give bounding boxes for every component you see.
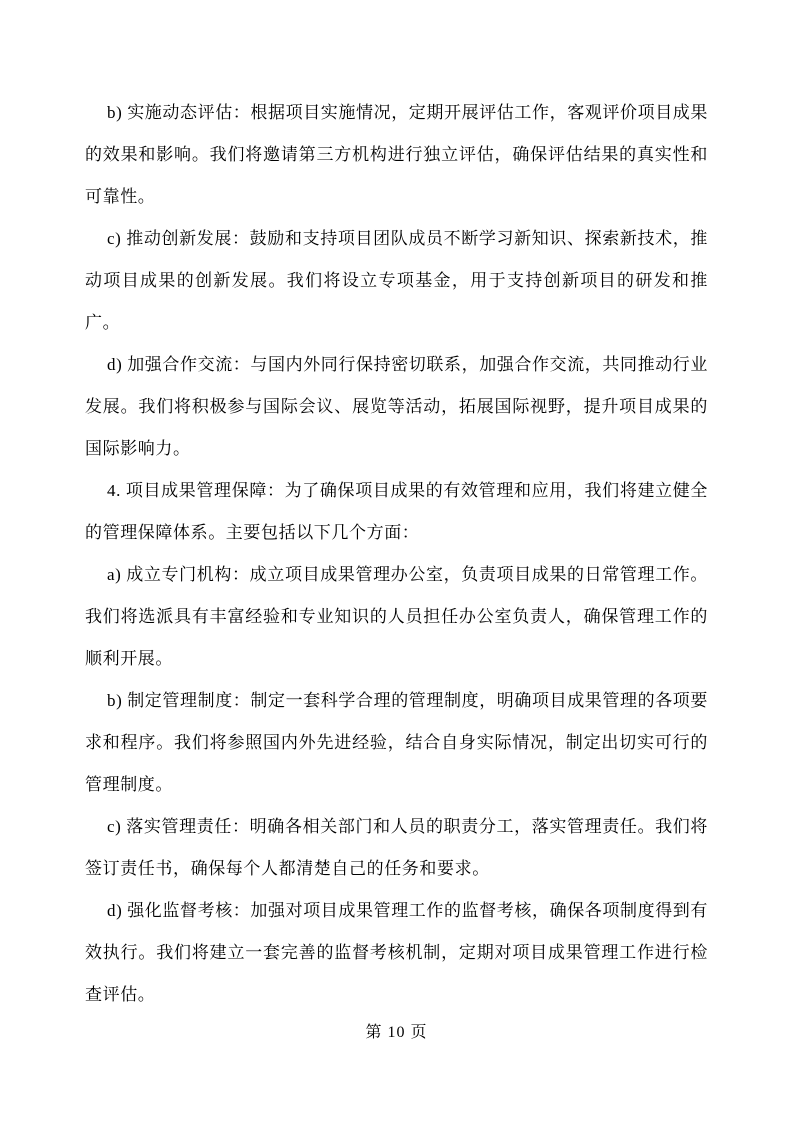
- document-content: [85, 92, 708, 1016]
- paragraph-section-4-heading: 4. 项目成果管理保障：为了确保项目成果的有效管理和应用，我们将建立健全的管理保障体系。主要包括以下几个方面：: [85, 481, 708, 542]
- paragraph-innovation: c) 推动创新发展：鼓励和支持项目团队成员不断学习新知识、探索新技术，推动项目成果的创新发展。我们将设立专项基金，用于支持创新项目的研发和推广。: [85, 229, 708, 332]
- paragraph-responsibility: c) 落实管理责任：明确各相关部门和人员的职责分工，落实管理责任。我们将签订责任书，确保每个人都清楚自己的任务和要求。: [85, 817, 708, 878]
- paragraph-evaluation: b) 实施动态评估：根据项目实施情况，定期开展评估工作，客观评价项目成果的效果和影响。我们将邀请第三方机构进行独立评估，确保评估结果的真实性和可靠性。: [85, 103, 709, 206]
- paragraph-supervision: d) 强化监督考核：加强对项目成果管理工作的监督考核，确保各项制度得到有效执行。我们将建立一套完善的监督考核机制，定期对项目成果管理工作进行检查评估。: [85, 901, 709, 1004]
- page-number: 第 10 页: [365, 1024, 428, 1041]
- page-footer: [85, 1018, 708, 1048]
- paragraph-organization: a) 成立专门机构：成立项目成果管理办公室，负责项目成果的日常管理工作。我们将选派具有丰富经验和专业知识的人员担任办公室负责人，确保管理工作的顺利开展。: [85, 565, 708, 668]
- paragraph-cooperation: d) 加强合作交流：与国内外同行保持密切联系，加强合作交流，共同推动行业发展。我们将积极参与国际会议、展览等活动，拓展国际视野，提升项目成果的国际影响力。: [85, 355, 709, 458]
- paragraph-regulations: b) 制定管理制度：制定一套科学合理的管理制度，明确项目成果管理的各项要求和程序。我们将参照国内外先进经验，结合自身实际情况，制定出切实可行的管理制度。: [85, 691, 709, 794]
